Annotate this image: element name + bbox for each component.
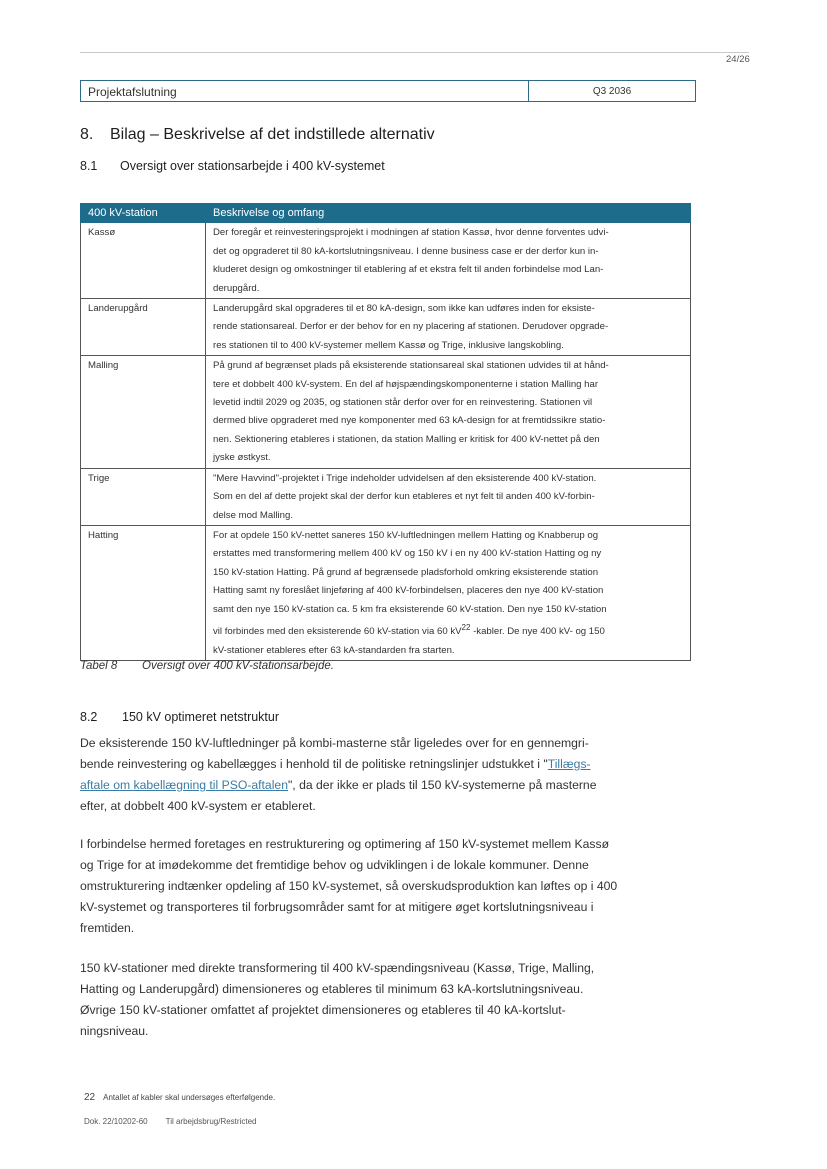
header-project: Projektafslutning <box>81 81 529 101</box>
footnote-text: Antallet af kabler skal undersøges efterfølgende. <box>103 1093 276 1102</box>
description-cell <box>206 356 691 468</box>
paragraph-3: 150 kV-stationer med direkte transformering til 400 kV-spændingsniveau (Kassø, Trige, Malling, Hatting og Landerupgård) dimensioneres og etableres til minimum 63 kA-kortslutningsniveau. Øvrige 150 kV-stationer omfattet af projektet dimensioneres og etableres til 40 kA-kortslut- ningsniveau. <box>80 961 595 1038</box>
column-header-station: 400 kV-station <box>81 204 206 223</box>
section-number: 8. <box>80 126 94 143</box>
description-line: nen. Sektionering etableres i stationen, da station Malling er kritisk for 400 kV-nettet på den <box>213 433 600 445</box>
stations-table <box>80 203 691 661</box>
column-header-description: Beskrivelse og omfang <box>206 204 691 223</box>
description-line: tere et dobbelt 400 kV-system. En del af højspændingskomponenterne i station Malling har <box>213 378 599 390</box>
caption-label: Tabel 8 <box>80 660 118 672</box>
table-caption <box>80 660 334 672</box>
description-line: Landerupgård skal opgraderes til et 80 kA-design, som ikke kan udføres inden for eksiste- <box>213 303 595 315</box>
description-line: delse mod Malling. <box>213 509 293 521</box>
paragraph-2: I forbindelse hermed foretages en restrukturering og optimering af 150 kV-systemet mellem Kassø og Trige for at imødekomme det fremtidige behov og udviklingen i de lokale kommuner. Denne omstrukturering indtænker opdeling af 150 kV-systemet, så overskudsproduktion kan løftes op i 400 kV-systemet og transporteres til forbrugsområder samt for at mitigere øget kortslutningsniveau i fremtiden. <box>80 837 618 935</box>
top-rule <box>80 52 749 53</box>
description-line: dermed blive opgraderet med nye komponenter med 63 kA-design for at fremtidssikre statio- <box>213 415 606 427</box>
description-line: 150 kV-station Hatting. På grund af begrænsede pladsforhold omkring eksisterende station <box>213 566 599 578</box>
page-header <box>80 80 696 102</box>
description-line: rende stationsareal. Derfor er der behov for en ny placering af stationen. Derudover opgrade- <box>213 321 609 333</box>
description-line: Hatting samt ny foreslået linjeføring af 400 kV-forbindelsen, placeres den nye 400 kV-station <box>213 585 604 597</box>
document-number: Dok. 22/10202-60 <box>84 1117 148 1126</box>
description-line: res stationen til to 400 kV-systemer mellem Kassø og Trige, inklusive langskobling. <box>213 339 564 351</box>
section-heading <box>80 126 435 144</box>
caption-text: Oversigt over 400 kV-stationsarbejde. <box>142 660 334 672</box>
paragraph-1-end: ", da der ikke er plads til 150 kV-systemerne på masterne efter, at dobbelt 400 kV-system er etableret. <box>80 778 597 813</box>
subsection-title-2: 150 kV optimeret netstruktur <box>122 710 280 724</box>
station-cell: Kassø <box>81 223 206 299</box>
description-line: levetid indtil 2029 og 2035, og stationen står derfor over for en reinvestering. Stationen vil <box>213 397 593 409</box>
description-line: "Mere Havvind"-projektet i Trige indeholder udvidelsen af den eksisterende 400 kV-station. <box>213 472 597 484</box>
table-row <box>81 525 691 660</box>
table-header-row <box>81 204 691 223</box>
description-line: På grund af begrænset plads på eksisterende stationsareal skal stationen udvides til at hånd- <box>213 360 609 372</box>
section-title: Bilag – Beskrivelse af det indstillede alternativ <box>110 126 435 143</box>
subsection-heading-2 <box>80 710 279 724</box>
station-cell: Trige <box>81 468 206 525</box>
description-line <box>213 619 683 642</box>
paragraph-1 <box>80 733 620 817</box>
subsection-number-2: 8.2 <box>80 710 98 724</box>
description-cell <box>206 525 691 660</box>
description-line: Som en del af dette projekt skal der derfor kun etableres et nyt felt til anden 400 kV-forbin- <box>213 491 595 503</box>
page-number: 24/26 <box>726 54 750 65</box>
description-line: Der foregår et reinvesteringsprojekt i modningen af station Kassø, hvor denne forventes udvi- <box>213 227 609 239</box>
description-cell <box>206 468 691 525</box>
table-row <box>81 299 691 356</box>
description-cell <box>206 299 691 356</box>
station-cell: Malling <box>81 356 206 468</box>
footnote-mark: 22 <box>84 1092 96 1103</box>
footnote-line-end: -kabler. De nye 400 kV- og 150 <box>470 626 605 638</box>
station-cell: Landerupgård <box>81 299 206 356</box>
description-line: For at opdele 150 kV-nettet saneres 150 kV-luftledningen mellem Hatting og Knabberup og <box>213 529 599 541</box>
classification-label: Til arbejdsbrug/Restricted <box>165 1117 257 1126</box>
description-line: erstattes med transformering mellem 400 kV og 150 kV i en ny 400 kV-station Hatting og ny <box>213 548 602 560</box>
pso-agreement-link[interactable]: Tillægs- aftale om kabellægning til PSO-aftalen <box>80 757 591 792</box>
footnote-reference[interactable]: 22 <box>461 622 471 632</box>
description-cell <box>206 223 691 299</box>
paragraph-1-start: De eksisterende 150 kV-luftledninger på kombi-masterne står ligeledes over for en gennemgri- bende reinvestering og kabellægges i henhold til de politiske retningslinjer udstukket i " <box>80 736 589 771</box>
footnote <box>84 1092 275 1103</box>
subsection-number-1: 8.1 <box>80 159 98 173</box>
table-row <box>81 223 691 299</box>
header-quarter: Q3 2036 <box>592 86 632 97</box>
description-line: kV-stationer etableres efter 63 kA-standarden fra starten. <box>213 644 455 656</box>
table-row <box>81 468 691 525</box>
subsection-heading-1 <box>80 159 385 173</box>
station-cell: Hatting <box>81 525 206 660</box>
description-line: det og opgraderet til 80 kA-kortslutningsniveau. I denne business case er der derfor kun in- <box>213 245 599 257</box>
description-line: samt den nye 150 kV-station ca. 5 km fra eksisterende 60 kV-station. Den nye 150 kV-station <box>213 603 607 615</box>
description-line: kluderet design og omkostninger til etablering af et ekstra felt til anden forbindelse mod Lan- <box>213 264 604 276</box>
table-row <box>81 356 691 468</box>
footnote-line-start: vil forbindes med den eksisterende 60 kV-station via 60 kV <box>213 626 462 638</box>
description-line: derupgård. <box>213 282 260 294</box>
description-line: jyske østkyst. <box>213 452 271 464</box>
subsection-title-1: Oversigt over stationsarbejde i 400 kV-systemet <box>120 159 385 173</box>
document-footer <box>84 1117 256 1126</box>
